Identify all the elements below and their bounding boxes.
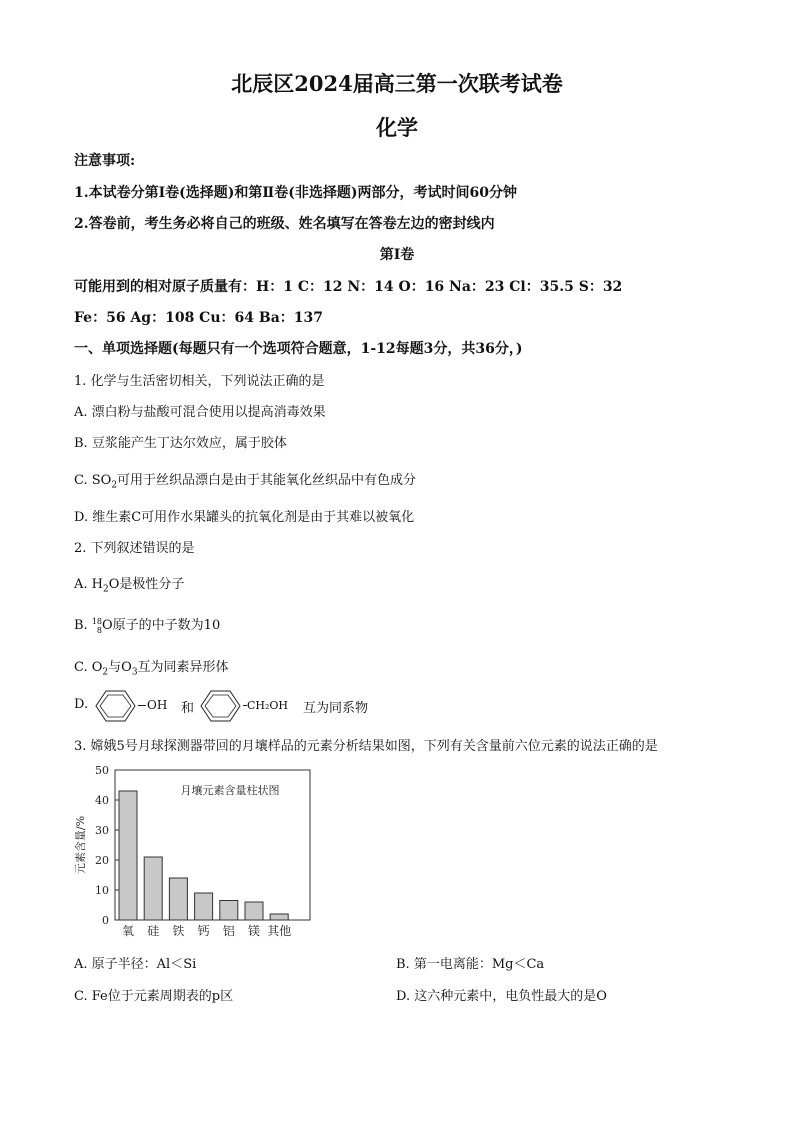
y-tick-label: 20 <box>95 854 109 867</box>
notes-heading: 注意事项: <box>74 153 136 169</box>
q1-option-c: C. $SO_2$可用于丝织品漂白是由于其能氧化丝织品中有色成分 <box>74 473 417 491</box>
part-label: 第Ⅰ卷 <box>379 247 415 263</box>
phenol-oh-label: OH <box>147 698 168 712</box>
q2-option-d-and: 和 <box>181 701 195 716</box>
moon-soil-bar-chart <box>70 760 320 945</box>
benzyl-alcohol-ring-icon <box>197 689 243 723</box>
x-tick-label: 铝 <box>222 924 235 938</box>
x-tick-label: 硅 <box>147 924 160 938</box>
q3-stem: 3. 嫦娥5号月球探测器带回的月壤样品的元素分析结果如图，下列有关含量前六位元素的说法正确的是 <box>74 739 658 754</box>
q3-option-c: C. Fe位于元素周期表的p区 <box>74 989 234 1004</box>
paper-title: 北辰区2024届高三第一次联考试卷 <box>231 71 563 96</box>
q2-option-d-text: 互为同系物 <box>303 701 369 716</box>
y-tick-label: 30 <box>95 824 109 837</box>
x-tick-label: 铁 <box>172 924 185 938</box>
y-axis-label: 元素含量/% <box>74 815 87 875</box>
bar-镁 <box>245 902 263 920</box>
y-tick-label: 50 <box>95 764 109 777</box>
atomic-masses-line2: Fe：56 Ag：108 Cu：64 Ba：137 <box>74 310 323 326</box>
q3-option-b: B. 第一电离能：Mg＜Ca <box>396 957 545 972</box>
q1-option-b: B. 豆浆能产生丁达尔效应，属于胶体 <box>74 436 287 451</box>
phenol-bond <box>138 705 146 706</box>
y-tick-label: 10 <box>95 884 109 897</box>
q2-option-d-label: D. <box>74 697 89 712</box>
q1-stem: 1. 化学与生活密切相关，下列说法正确的是 <box>74 374 325 389</box>
bar-氧 <box>119 791 137 920</box>
x-tick-label: 其他 <box>267 924 292 938</box>
bar-铁 <box>169 878 187 920</box>
q2-option-c: C. $O_2$与$O_3$互为同素异形体 <box>74 660 229 678</box>
bar-硅 <box>144 857 162 920</box>
q2-option-b: B. 18 8O原子的中子数为10 <box>74 616 221 635</box>
subject-title: 化学 <box>376 115 418 140</box>
chart-title: 月壤元素含量柱状图 <box>180 784 280 797</box>
notes-item-1: 1.本试卷分第Ⅰ卷(选择题)和第Ⅱ卷(非选择题)两部分，考试时间60分钟 <box>74 185 517 201</box>
notes-item-2: 2.答卷前，考生务必将自己的班级、姓名填写在答卷左边的密封线内 <box>74 216 495 232</box>
q2-stem: 2. 下列叙述错误的是 <box>74 541 195 556</box>
q1-option-a: A. 漂白粉与盐酸可混合使用以提高消毒效果 <box>74 405 326 420</box>
q2-option-a: A. $H_2O$是极性分子 <box>74 577 185 595</box>
y-tick-label: 40 <box>95 794 109 807</box>
q3-option-a: A. 原子半径：Al＜Si <box>74 957 197 972</box>
atomic-masses-line1: 可能用到的相对原子质量有：H：1 C：12 N：14 O：16 Na：23 Cl：35.5 S：32 <box>74 279 623 295</box>
x-tick-label: 钙 <box>197 924 210 938</box>
bar-钙 <box>195 893 213 920</box>
benzyl-ch2oh-label: CH₂OH <box>247 699 289 712</box>
x-tick-label: 镁 <box>247 924 261 938</box>
q3-option-d: D. 这六种元素中，电负性最大的是O <box>396 989 607 1004</box>
bar-铝 <box>220 901 238 921</box>
x-tick-label: 氧 <box>121 924 135 938</box>
phenol-ring-icon <box>92 689 138 723</box>
bar-其他 <box>270 914 288 920</box>
section-heading: 一、单项选择题(每题只有一个选项符合题意，1-12每题3分，共36分，) <box>74 341 523 357</box>
y-tick-label: 0 <box>102 914 109 927</box>
q1-option-d: D. 维生素C可用作水果罐头的抗氧化剂是由于其难以被氧化 <box>74 510 415 525</box>
